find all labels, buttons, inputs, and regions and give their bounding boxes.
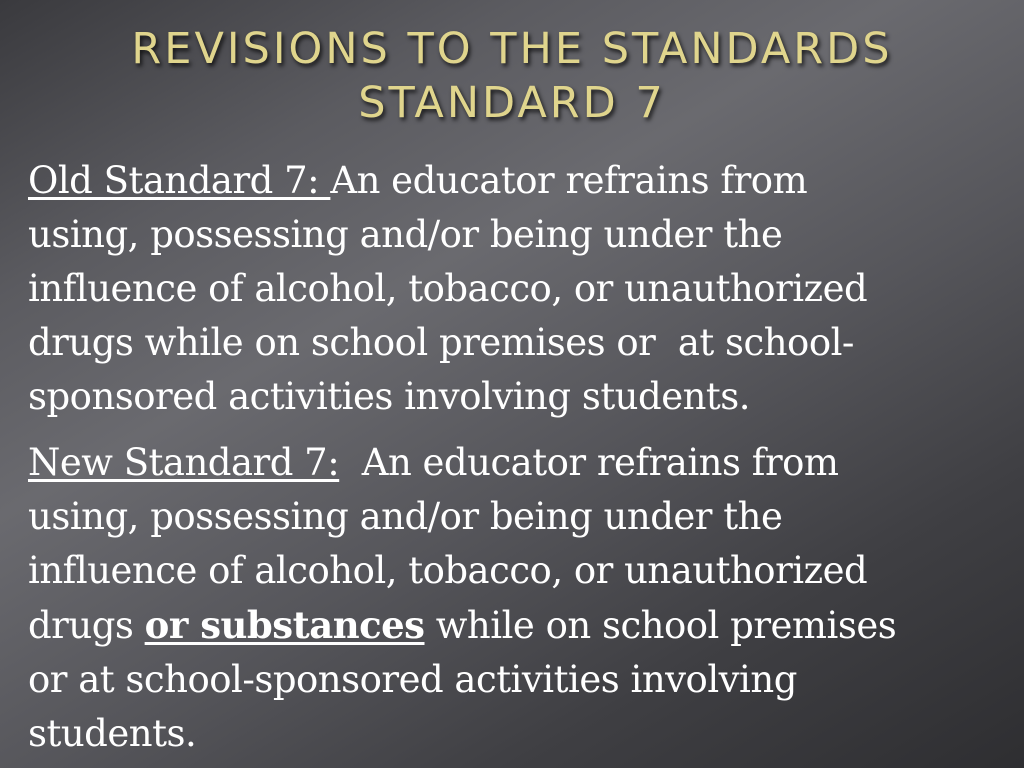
new-standard-text-4b: while on school premises [424,604,897,647]
new-standard-line-2: using, possessing and/or being under the [28,495,783,538]
title-line-2: STANDARD 7 [358,78,666,128]
old-standard-label: Old Standard 7: [28,159,331,202]
old-standard-line-1 [28,154,998,208]
old-standard-line-2: using, possessing and/or being under the [28,213,783,256]
new-standard-line-6: students. [28,712,197,755]
new-standard-paragraph [28,436,998,761]
old-standard-paragraph [28,154,998,424]
slide-title [0,22,1024,130]
old-standard-text-1: An educator refrains from [330,159,808,202]
new-standard-text-1: An educator refrains from [339,441,839,484]
emphasis-or-substances: or substances [144,603,425,647]
new-standard-line-3: influence of alcohol, tobacco, or unauthorized [28,549,868,592]
new-standard-text-4a: drugs [28,604,145,647]
new-standard-label: New Standard 7: [28,441,340,484]
new-standard-line-4 [28,598,998,653]
new-standard-line-1 [28,436,998,490]
old-standard-line-3: influence of alcohol, tobacco, or unauthorized [28,267,868,310]
slide-body [28,154,998,761]
new-standard-line-5: or at school-sponsored activities involving [28,658,797,701]
old-standard-line-5: sponsored activities involving students. [28,375,751,418]
title-line-1: REVISIONS TO THE STANDARDS [131,24,893,74]
old-standard-line-4: drugs while on school premises or at school- [28,321,854,364]
